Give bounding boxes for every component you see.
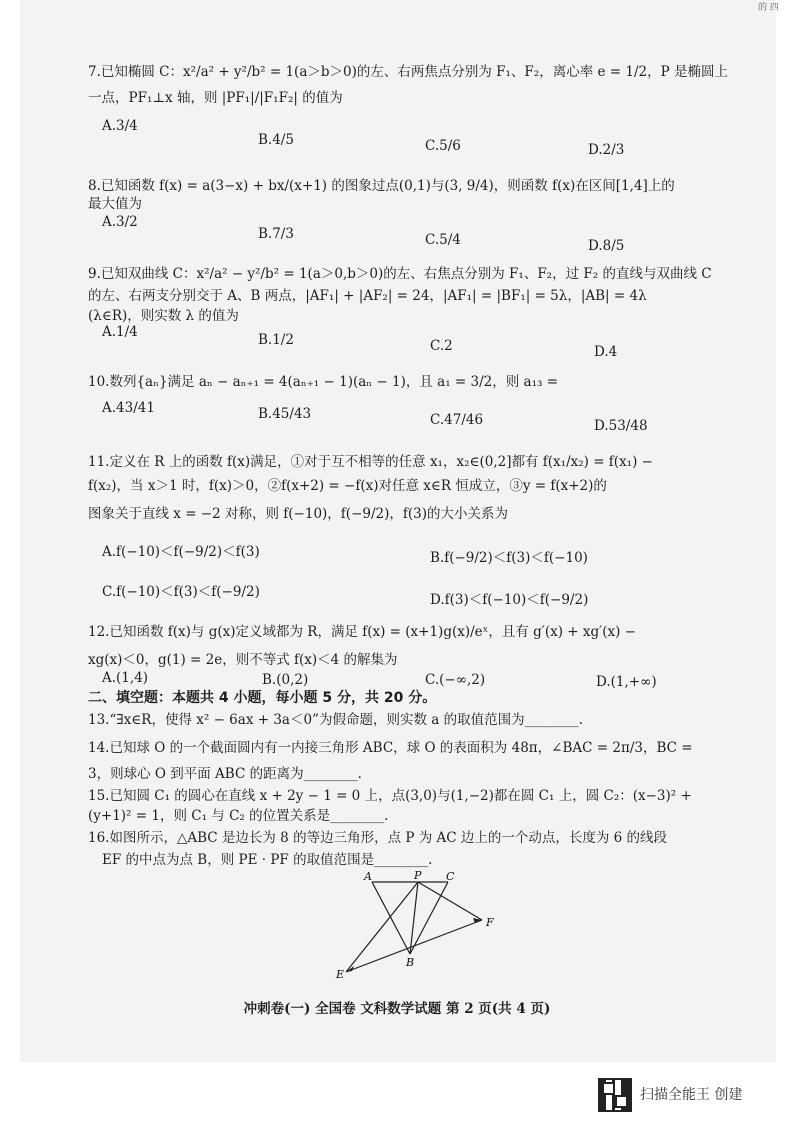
q12-option-b: B.(0,2) bbox=[262, 672, 309, 688]
segment-pb bbox=[410, 882, 418, 954]
label-b: B bbox=[406, 956, 415, 969]
q12-line1: 12.已知函数 f(x)与 g(x)定义域都为 R，满足 f(x) = (x+1)g(x)/eˣ，且有 g′(x) + xg′(x) − bbox=[88, 624, 636, 640]
q8-option-c: C.5/4 bbox=[425, 232, 461, 248]
q9-line3: (λ∈R)，则实数 λ 的值为 bbox=[88, 308, 239, 324]
q9-option-b: B.1/2 bbox=[258, 332, 294, 348]
q13: 13.“∃x∈R，使得 x² − 6ax + 3a＜0”为假命题，则实数 a 的取值范围为________. bbox=[88, 712, 583, 728]
page-footer: 冲刺卷(一) 全国卷 文科数学试题 第 2 页(共 4 页) bbox=[243, 1001, 551, 1017]
q9-option-d: D.4 bbox=[594, 344, 618, 360]
q10-line1: 10.数列{aₙ}满足 aₙ − aₙ₊₁ = 4(aₙ₊₁ − 1)(aₙ − 1)，且 a₁ = 3/2，则 a₁₃ = bbox=[88, 374, 559, 390]
q12-option-d: D.(1,+∞) bbox=[596, 674, 657, 690]
q10-option-c: C.47/46 bbox=[430, 412, 484, 428]
q14-line1: 14.已知球 O 的一个截面圆内有一内接三角形 ABC，球 O 的表面积为 48π，∠BAC = 2π/3，BC = bbox=[88, 740, 693, 756]
q11-line3: 图象关于直线 x = −2 对称，则 f(−10)，f(−9/2)，f(3)的大小关系为 bbox=[88, 506, 508, 522]
q9-line2: 的左、右两支分别交于 A、B 两点，|AF₁| + |AF₂| = 24，|AF₁| = |BF₁| = 5λ，|AB| = 4λ bbox=[88, 288, 647, 304]
q12-option-c: C.(−∞,2) bbox=[425, 672, 486, 688]
scanner-watermark: 扫描全能王 创建 bbox=[640, 1087, 743, 1103]
triangle-figure bbox=[330, 870, 510, 980]
q12-option-a: A.(1,4) bbox=[102, 670, 149, 686]
q11-option-a: A.f(−10)＜f(−9/2)＜f(3) bbox=[102, 544, 260, 560]
q11-line2: f(x₂)，当 x＞1 时，f(x)＞0，②f(x+2) = −f(x)对任意 x∈R 恒成立，③y = f(x+2)的 bbox=[88, 478, 607, 494]
q11-option-d: D.f(3)＜f(−10)＜f(−9/2) bbox=[430, 592, 589, 608]
q7-option-b: B.4/5 bbox=[258, 132, 294, 148]
q10-option-a: A.43/41 bbox=[102, 400, 155, 416]
qr-code-icon bbox=[598, 1078, 632, 1112]
q16-line1: 16.如图所示，△ABC 是边长为 8 的等边三角形，点 P 为 AC 边上的一个动点，长度为 6 的线段 bbox=[88, 830, 668, 846]
q16-line2: EF 的中点为点 B，则 PE · PF 的取值范围是________. bbox=[102, 852, 433, 868]
q9-option-a: A.1/4 bbox=[102, 324, 138, 340]
q8-line2: 最大值为 bbox=[88, 196, 142, 212]
q9-option-c: C.2 bbox=[430, 338, 453, 354]
q7-line2: 一点，PF₁⊥x 轴，则 |PF₁|/|F₁F₂| 的值为 bbox=[88, 90, 343, 106]
q11-option-c: C.f(−10)＜f(3)＜f(−9/2) bbox=[102, 584, 260, 600]
q10-option-d: D.53/48 bbox=[594, 418, 648, 434]
section-title-fill-in: 二、填空题：本题共 4 小题，每小题 5 分，共 20 分。 bbox=[88, 690, 437, 706]
q7-option-d: D.2/3 bbox=[588, 142, 625, 158]
label-c: C bbox=[446, 870, 455, 883]
q12-line2: xg(x)＜0，g(1) = 2e，则不等式 f(x)＜4 的解集为 bbox=[88, 652, 398, 668]
label-e: E bbox=[336, 968, 345, 980]
segment-cb bbox=[410, 882, 448, 954]
q14-line2: 3，则球心 O 到平面 ABC 的距离为________. bbox=[88, 766, 362, 782]
segment-pf bbox=[418, 882, 482, 920]
label-f: F bbox=[486, 916, 494, 929]
label-p: P bbox=[414, 870, 422, 882]
q8-option-d: D.8/5 bbox=[588, 238, 625, 254]
q10-option-b: B.45/43 bbox=[258, 406, 312, 422]
segment-ab bbox=[372, 882, 410, 954]
q15-line1: 15.已知圆 C₁ 的圆心在直线 x + 2y − 1 = 0 上，点(3,0)与(1,−2)都在圆 C₁ 上，圆 C₂：(x−3)² + bbox=[88, 788, 692, 804]
q8-line1: 8.已知函数 f(x) = a(3−x) + bx/(x+1) 的图象过点(0,1)与(3, 9/4)，则函数 f(x)在区间[1,4]上的 bbox=[88, 178, 675, 194]
q9-line1: 9.已知双曲线 C：x²/a² − y²/b² = 1(a＞0,b＞0)的左、右焦点分别为 F₁、F₂，过 F₂ 的直线与双曲线 C bbox=[88, 266, 712, 282]
q8-option-b: B.7/3 bbox=[258, 226, 294, 242]
label-a: A bbox=[364, 870, 372, 883]
q11-option-b: B.f(−9/2)＜f(3)＜f(−10) bbox=[430, 550, 588, 566]
q7-option-c: C.5/6 bbox=[425, 138, 461, 154]
q7-option-a: A.3/4 bbox=[102, 118, 138, 134]
corner-fragment: 的 四 bbox=[758, 3, 779, 13]
q11-line1: 11.定义在 R 上的函数 f(x)满足，①对于互不相等的任意 x₁，x₂∈(0,2]都有 f(x₁/x₂) = f(x₁) − bbox=[88, 454, 653, 470]
q8-option-a: A.3/2 bbox=[102, 214, 138, 230]
q15-line2: (y+1)² = 1，则 C₁ 与 C₂ 的位置关系是________. bbox=[88, 808, 389, 824]
q7-line1: 7.已知椭圆 C：x²/a² + y²/b² = 1(a＞b＞0)的左、右两焦点分别为 F₁、F₂，离心率 e = 1/2，P 是椭圆上 bbox=[88, 64, 728, 80]
